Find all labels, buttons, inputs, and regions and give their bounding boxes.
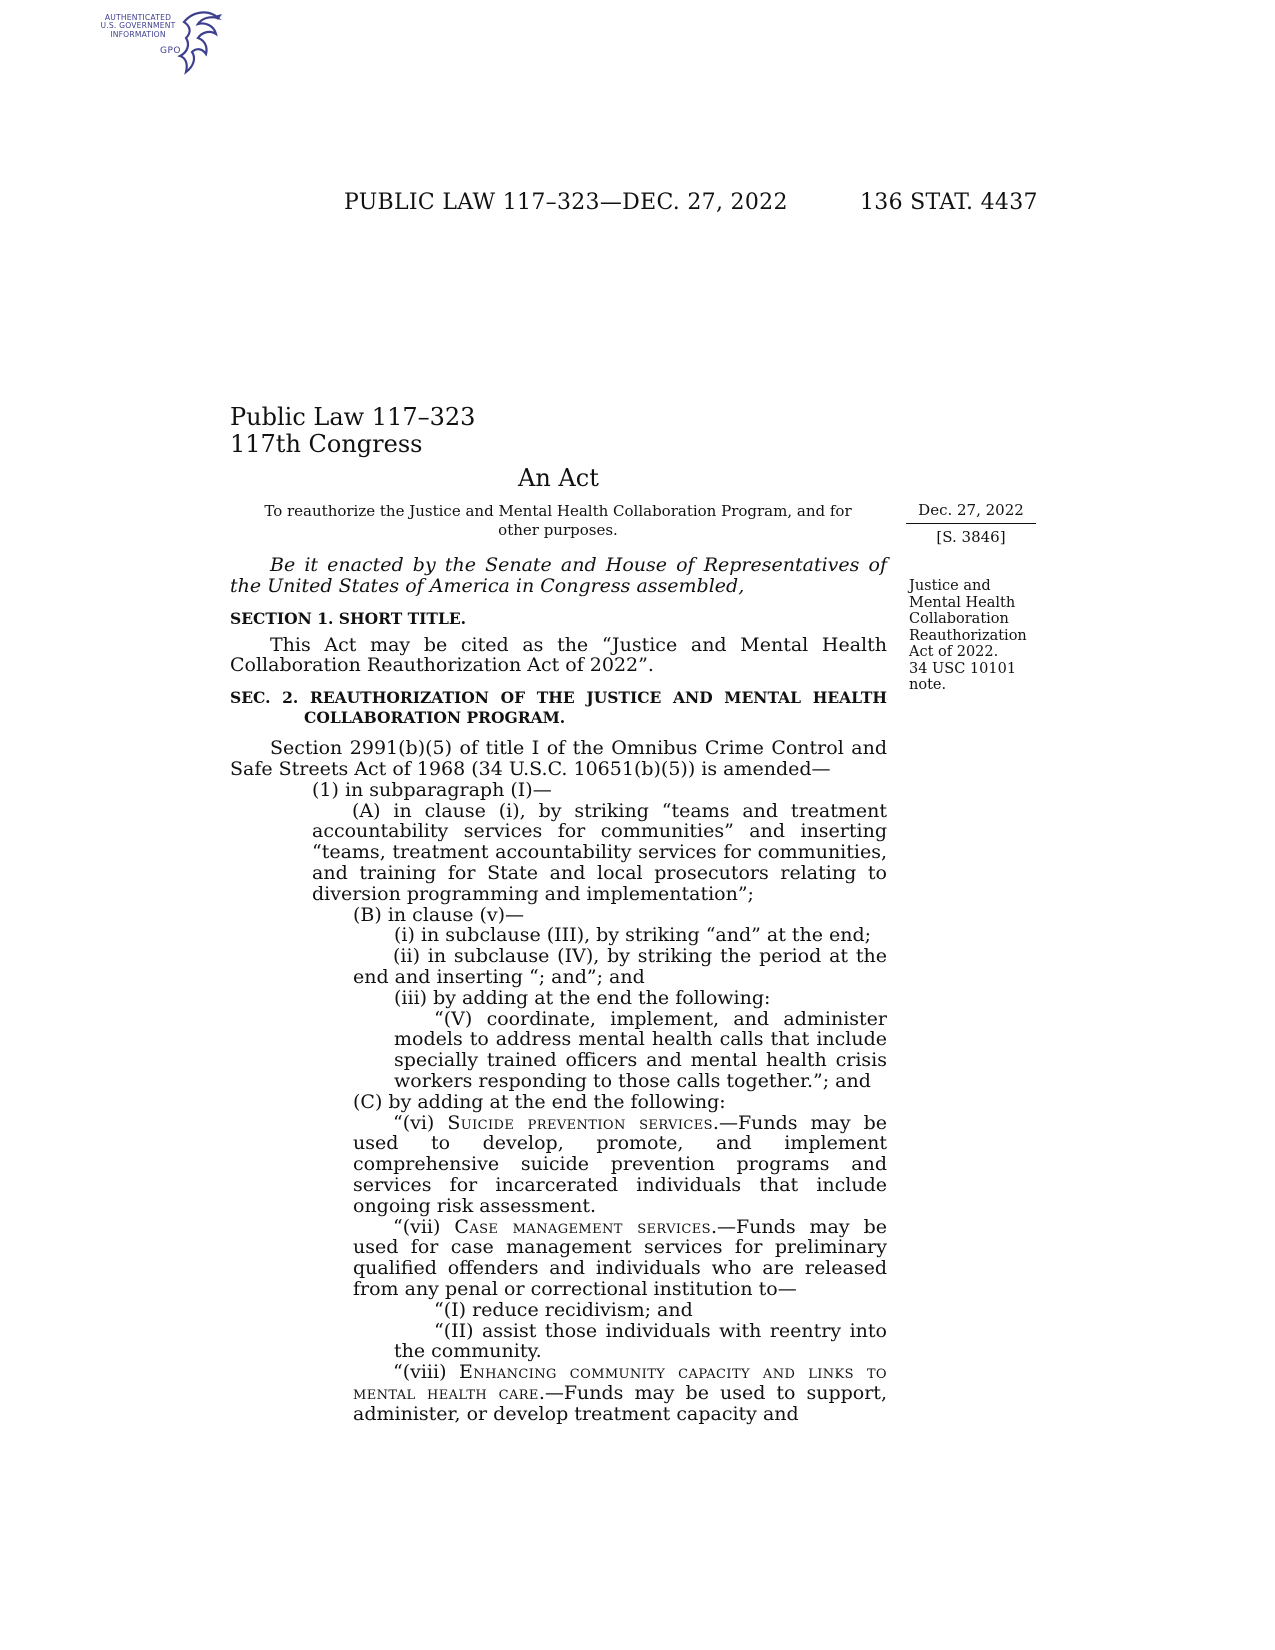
clause-viii-text: .—Funds may be used to support, administer, or develop treatment capacity and	[353, 1381, 887, 1425]
enactment-date: Dec. 27, 2022	[918, 501, 1024, 519]
law-body	[230, 555, 887, 1424]
clause-vii-heading: Case management services	[454, 1215, 711, 1238]
clause-viii-heading: Enhancing community capacity and links to mental health care	[353, 1361, 887, 1404]
subparagraph-c: (C) by adding at the end the following:	[353, 1090, 726, 1113]
margin-date-block	[906, 501, 1036, 546]
subclause-vii-ii: “(II) assist those individuals with reentry into the community.	[394, 1319, 887, 1363]
clause-viii	[230, 1362, 887, 1424]
public-law-number: Public Law 117–323	[230, 403, 476, 431]
congress-number: 117th Congress	[230, 430, 423, 458]
bill-number: [S. 3846]	[936, 528, 1006, 546]
side-note	[909, 578, 1049, 694]
seal-caption	[88, 14, 188, 39]
act-purpose: To reauthorize the Justice and Mental Health Collaboration Program, and for other purposes.	[264, 502, 852, 539]
side-note-line: note.	[909, 677, 947, 693]
clause-vi-lead: “(vi)	[393, 1111, 435, 1134]
eagle-logo-icon	[176, 8, 226, 78]
clause-viii-lead: “(viii)	[393, 1361, 447, 1384]
side-note-line: Collaboration	[909, 611, 1009, 627]
clause-b-ii: (ii) in subclause (IV), by striking the period at the end and inserting “; and”; and	[353, 945, 887, 988]
clause-b-i: (i) in subclause (III), by striking “and” at the end;	[394, 924, 872, 947]
subparagraph-a: (A) in clause (i), by striking “teams and treatment accountability services for communities” and inserting “teams, treatment accountability services for communities, and training for State and local prosecutors relating to diversion programming and implementation”;	[312, 799, 887, 905]
clause-vi	[230, 1113, 887, 1217]
clause-b-iii: (iii) by adding at the end the following:	[394, 986, 771, 1009]
subparagraph-b: (B) in clause (v)—	[353, 903, 525, 926]
side-note-line: 34 USC 10101	[909, 660, 1017, 677]
paragraph-1: (1) in subparagraph (I)—	[312, 778, 552, 801]
seal-line-2: U.S. GOVERNMENT	[100, 21, 176, 31]
seal-line-3: INFORMATION	[110, 29, 166, 39]
section-2-heading: SEC. 2. REAUTHORIZATION OF THE JUSTICE AND MENTAL HEALTH COLLABORATION PROGRAM.	[230, 688, 887, 728]
gpo-authentication-seal	[88, 8, 233, 76]
clause-vii-text: .—Funds may be used for case management services for preliminary qualified offenders and individuals who are released from any penal or correctional institution to—	[353, 1215, 887, 1300]
clause-vii	[230, 1217, 887, 1300]
section-1-text: This Act may be cited as the “Justice and Mental Health Collaboration Reauthorization Act of 2022”.	[230, 633, 887, 677]
side-note-line: Mental Health	[909, 594, 1016, 611]
clause-vii-lead: “(vii)	[393, 1215, 441, 1238]
subclause-v: “(V) coordinate, implement, and administer models to address mental health calls that include specially trained officers and mental health crisis workers responding to those calls together.”; and	[394, 1007, 887, 1092]
clause-vi-text: .—Funds may be used to develop, promote, and implement comprehensive suicide prevention programs and services for incarcerated individuals that include ongoing risk assessment.	[353, 1111, 887, 1217]
seal-gpo-text: GPO	[160, 46, 181, 56]
seal-line-1: AUTHENTICATED	[104, 13, 172, 22]
side-note-line: Reauthorization	[909, 627, 1027, 644]
running-title: PUBLIC LAW 117–323—DEC. 27, 2022	[344, 190, 788, 215]
side-note-line: Justice and	[909, 578, 991, 594]
margin-rule	[906, 523, 1036, 524]
enacting-clause: Be it enacted by the Senate and House of Representatives of the United States of America in Congress assembled,	[230, 554, 887, 597]
subclause-vii-i: “(I) reduce recidivism; and	[434, 1298, 693, 1321]
section-1-heading: SECTION 1. SHORT TITLE.	[230, 608, 467, 628]
side-note-line: Act of 2022.	[909, 644, 999, 660]
stat-page-number: 136 STAT. 4437	[860, 190, 1038, 215]
act-heading: An Act	[518, 464, 599, 492]
section-2-intro: Section 2991(b)(5) of title I of the Omnibus Crime Control and Safe Streets Act of 1968 (34 U.S.C. 10651(b)(5)) is amended—	[230, 737, 887, 780]
clause-vi-heading: Suicide prevention services	[447, 1111, 713, 1134]
